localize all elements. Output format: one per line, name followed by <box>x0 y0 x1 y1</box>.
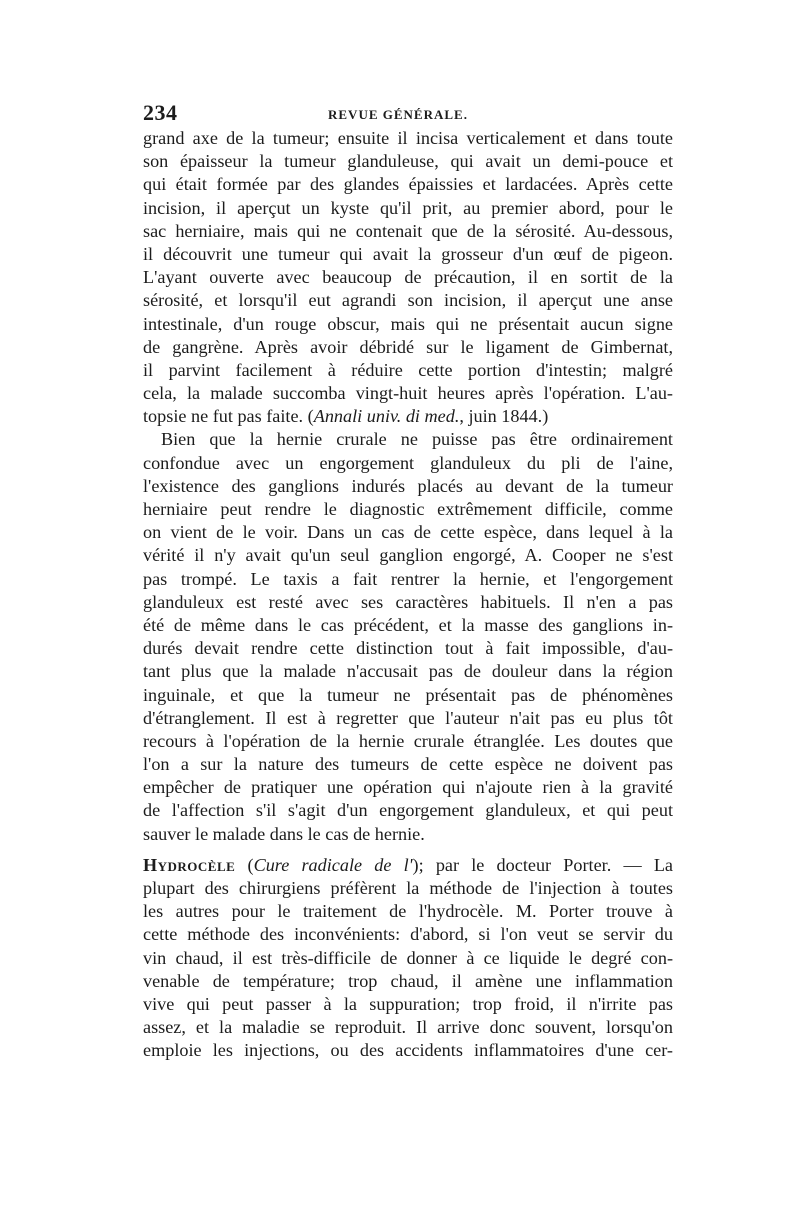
text-line: venable de température; trop chaud, il amène une inflammation <box>143 970 673 991</box>
section-open-paren: ( <box>235 854 254 875</box>
text-line: grand axe de la tumeur; ensuite il incisa verticalement et dans toute <box>143 128 673 148</box>
text-line: empêcher de pratiquer une opération qui n'ajoute rien à la gravité <box>143 777 673 798</box>
text-line: recours à l'opération de la hernie crurale étranglée. Les doutes que <box>143 730 673 751</box>
text-line: il découvrit une tumeur qui avait la grosseur d'un œuf de pigeon. <box>143 243 673 264</box>
section-after-subtitle: ); par le docteur Porter. — La <box>412 854 673 875</box>
text-line: qui était formée par des glandes épaissies et lardacées. Après cette <box>143 174 673 195</box>
text-line: vérité il n'y avait qu'un seul ganglion engorgé, A. Cooper ne s'est <box>143 545 673 566</box>
text-line: il parvint facilement à réduire cette portion d'intestin; malgré <box>143 359 673 380</box>
text-line: inguinale, et que la tumeur ne présentait pas de phénomènes <box>143 684 673 705</box>
text-line: les autres pour le traitement de l'hydrocèle. M. Porter trouve à <box>143 901 673 922</box>
citation-suffix: , juin 1844.) <box>459 406 549 427</box>
citation-prefix: topsie ne fut pas faite. ( <box>143 406 314 427</box>
section-gap <box>143 846 673 854</box>
text-line: herniaire peut rendre le diagnostic extrêmement difficile, comme <box>143 499 673 519</box>
journal-title: Annali univ. di med. <box>313 406 460 427</box>
text-line: on vient de le voir. Dans un cas de cette espèce, dans lequel à la <box>143 522 673 543</box>
text-line: son épaisseur la tumeur glanduleuse, qui avait un demi-pouce et <box>143 151 673 172</box>
body-text <box>143 127 673 1063</box>
text-line: sac herniaire, mais qui ne contenait que de la sérosité. Au-dessous, <box>143 220 673 241</box>
text-line: Bien que la hernie crurale ne puisse pas être ordinairement <box>161 429 673 450</box>
text-line: assez, et la maladie se reproduit. Il arrive donc souvent, lorsqu'on <box>143 1017 673 1038</box>
text-line: de l'affection s'il s'agit d'un engorgement glanduleux, et qui peut <box>143 800 673 821</box>
text-line: d'étranglement. Il est à regretter que l'auteur n'ait pas eu plus tôt <box>143 707 673 728</box>
text-line: confondue avec un engorgement glanduleux du pli de l'aine, <box>143 452 673 473</box>
text-line: sérosité, et lorsqu'il eut agrandi son incision, il aperçut une anse <box>143 290 673 311</box>
text-line: tant plus que la malade n'accusait pas de douleur dans la région <box>143 661 673 682</box>
text-line: été de même dans le cas précédent, et la masse des ganglions in- <box>143 614 673 635</box>
text-line: cela, la malade succomba vingt-huit heures après l'opération. L'au- <box>143 383 673 404</box>
section-heading-line <box>143 854 673 877</box>
section-subtitle: Cure radicale de l' <box>253 854 413 875</box>
text-line: intestinale, d'un rouge obscur, mais qui ne présentait aucun signe <box>143 313 673 334</box>
text-line: vin chaud, il est très-difficile de donner à ce liquide le degré con- <box>143 947 673 968</box>
text-line: plupart des chirurgiens préfèrent la méthode de l'injection à toutes <box>143 878 673 898</box>
text-line: cette méthode des inconvénients: d'abord, si l'on veut se servir du <box>143 924 673 945</box>
text-line: pas trompé. Le taxis a fait rentrer la hernie, et l'engorgement <box>143 568 673 589</box>
text-line: L'ayant ouverte avec beaucoup de précaution, il en sortit de la <box>143 267 673 288</box>
text-line: l'existence des ganglions indurés placés au devant de la tumeur <box>143 475 673 496</box>
text-line: de gangrène. Après avoir débridé sur le ligament de Gimbernat, <box>143 336 673 357</box>
page-number: 234 <box>143 100 178 125</box>
text-line: durés devait rendre cette distinction tout à fait impossible, d'au- <box>143 638 673 659</box>
text-line: l'on a sur la nature des tumeurs de cette espèce ne doivent pas <box>143 754 673 775</box>
page-header <box>143 100 673 128</box>
text-line: emploie les injections, ou des accidents inflammatoires d'une cer- <box>143 1040 673 1061</box>
text-line: glanduleux est resté avec ses caractères habituels. Il n'en a pas <box>143 591 673 612</box>
citation-line <box>143 405 673 428</box>
text-line: vive qui peut passer à la suppuration; trop froid, il n'irrite pas <box>143 993 673 1014</box>
text-line: incision, il aperçut un kyste qu'il prit, au premier abord, pour le <box>143 197 673 218</box>
section-heading: Hydrocèle <box>143 854 236 875</box>
running-head: REVUE GÉNÉRALE. <box>328 107 468 122</box>
text-line: sauver le malade dans le cas de hernie. <box>143 823 425 844</box>
